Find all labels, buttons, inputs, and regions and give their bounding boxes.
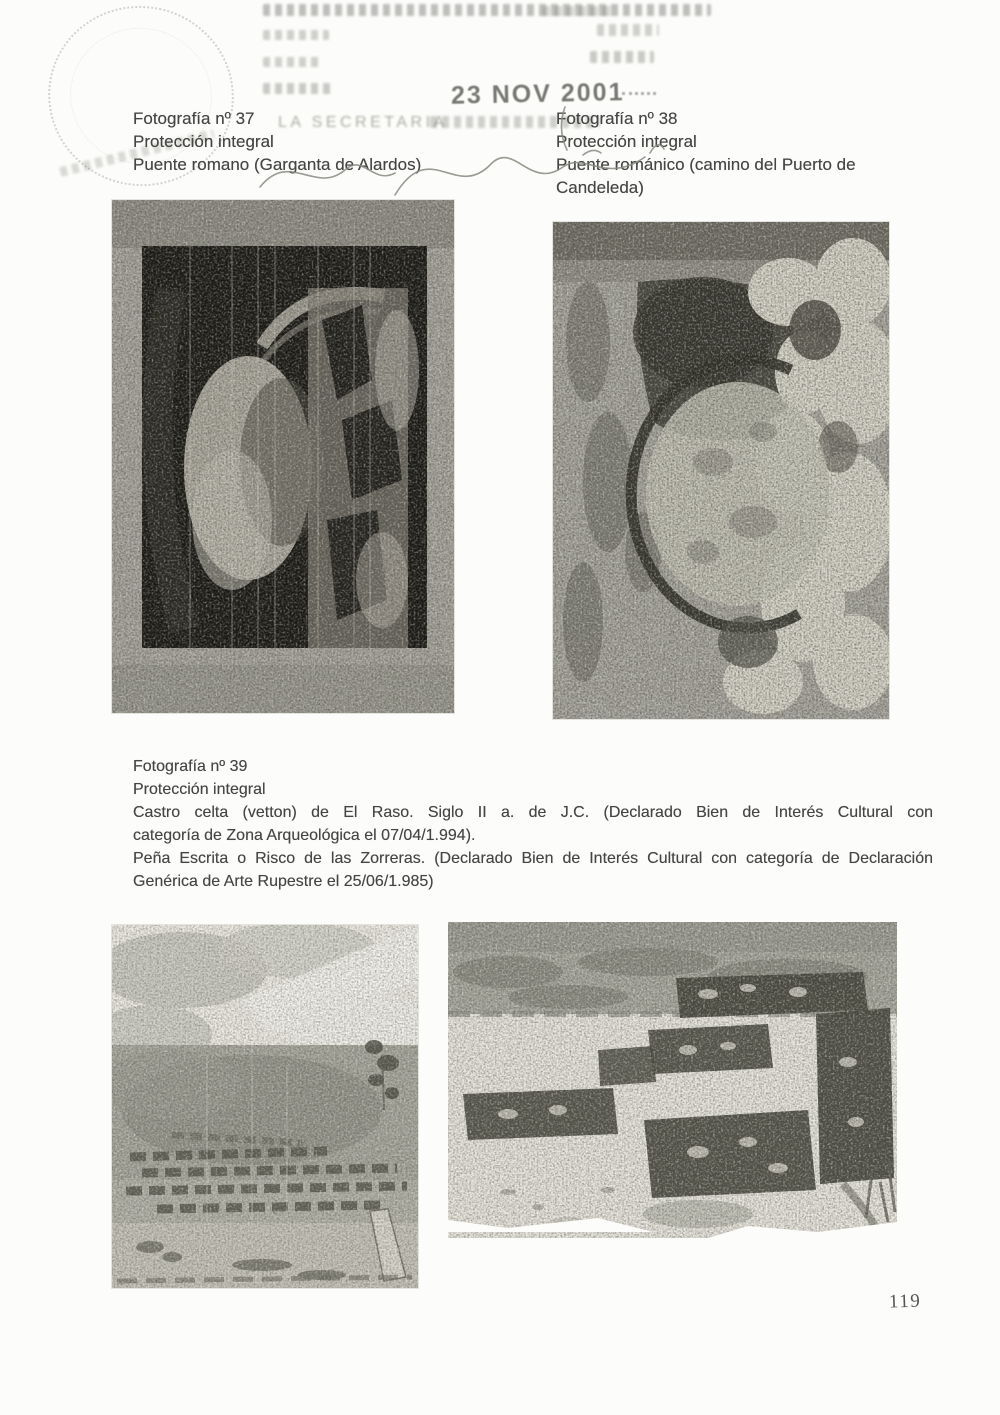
- faded-header-fragment: [263, 57, 319, 67]
- faded-header-fragment: [543, 6, 615, 16]
- photo-38-image: [553, 222, 889, 719]
- caption-line: Protección integral: [133, 781, 266, 798]
- caption-line: Fotografía nº 37: [133, 109, 255, 128]
- caption-line: Fotografía nº 38: [556, 109, 678, 128]
- faded-secretaria-stamp-text: LA SECRETARIA: [278, 114, 448, 131]
- faded-header-fragment: [263, 30, 329, 40]
- faded-header-fragment: [597, 24, 659, 36]
- caption-line: Genérica de Arte Rupestre el 25/06/1.985): [133, 873, 434, 890]
- faded-header-fragment: [263, 83, 333, 94]
- caption-line: Puente románico (camino del Puerto de: [556, 155, 856, 174]
- caption-line: Candeleda): [556, 178, 644, 197]
- page-number: 119: [888, 1290, 922, 1313]
- date-stamp: 23 NOV 2001: [450, 78, 625, 110]
- caption-line: Protección integral: [133, 132, 274, 151]
- caption-line: Peña Escrita o Risco de las Zorreras. (Declarado Bien de Interés Cultural con categoría de Declaración: [133, 850, 933, 867]
- photo-39a-image: [112, 925, 418, 1288]
- faded-header-fragment: [590, 51, 654, 63]
- caption-line: Castro celta (vetton) de El Raso. Siglo II a. de J.C. (Declarado Bien de Interés Cultural con: [133, 804, 933, 821]
- caption-photo-39: [133, 755, 933, 893]
- caption-line: categoría de Zona Arqueológica el 07/04/1.994).: [133, 827, 476, 844]
- caption-line: Protección integral: [556, 132, 697, 151]
- signature-scribble: [245, 95, 685, 210]
- photo-39b-image: [448, 922, 897, 1238]
- faded-header-line: [263, 4, 711, 16]
- caption-line: Fotografía nº 39: [133, 758, 248, 775]
- caption-line: Puente romano (Garganta de Alardos): [133, 155, 422, 174]
- photo-37-image: [112, 200, 454, 713]
